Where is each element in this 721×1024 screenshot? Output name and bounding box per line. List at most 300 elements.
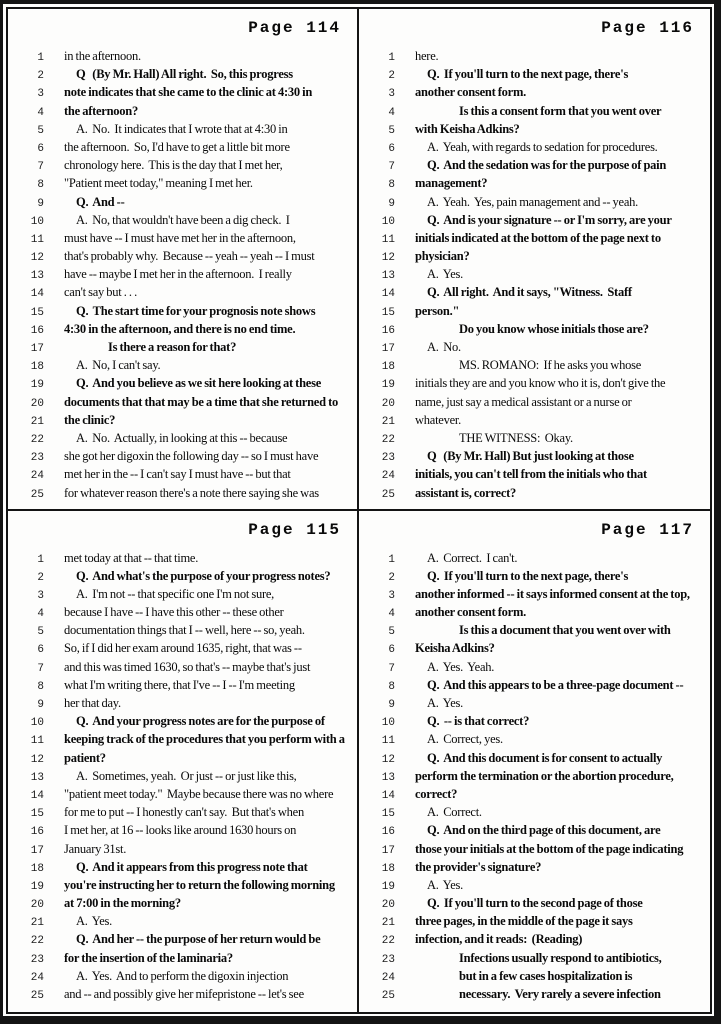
line-text: documentation things that I -- well, here -- so, yeah. (64, 623, 305, 638)
line-text: Q. And you believe as we sit here looking at these (76, 376, 322, 391)
transcript-line (16, 83, 351, 101)
transcript-line (16, 785, 351, 803)
line-number: 6 (37, 644, 44, 657)
transcript-line (367, 484, 704, 502)
transcript-line (16, 138, 351, 156)
transcript-line (16, 229, 351, 247)
line-text: note indicates that she came to the clinic at 4:30 in (64, 85, 313, 100)
line-text: Q. And her -- the purpose of her return would be (76, 932, 321, 947)
line-number: 16 (381, 826, 395, 839)
line-text: 4:30 in the afternoon, and there is no end time. (64, 321, 296, 336)
transcript-line (367, 102, 704, 120)
line-text: A. Yes. (427, 267, 464, 282)
line-list (367, 47, 704, 502)
transcript-line (367, 283, 704, 301)
line-number: 21 (381, 917, 395, 930)
line-number: 11 (381, 233, 395, 246)
line-text: Q. The start time for your prognosis note shows (76, 303, 316, 318)
line-text: documents that that may be a time that she returned to (64, 394, 338, 409)
line-number: 14 (30, 288, 44, 301)
line-number: 7 (388, 662, 395, 675)
transcript-line (367, 712, 704, 730)
transcript-page (8, 511, 359, 1013)
line-text: for the insertion of the laminaria? (64, 950, 233, 965)
line-number: 23 (381, 452, 395, 465)
line-text: chronology here. This is the day that I met her, (64, 158, 283, 173)
line-text: the afternoon? (64, 103, 139, 118)
line-number: 17 (381, 343, 395, 355)
line-number: 20 (30, 397, 44, 410)
line-text: "Patient meet today," meaning I met her. (64, 176, 253, 191)
line-text: A. Yeah, with regards to sedation for procedures. (427, 139, 658, 154)
transcript-line (367, 411, 704, 429)
line-text: initials they are and you know who it is, don't give the (415, 376, 666, 391)
line-text: Q. And this document is for consent to actually (427, 750, 663, 765)
line-number: 12 (381, 252, 395, 265)
line-text: and -- and possibly give her mifepristone -- let's see (64, 987, 304, 1001)
line-number: 18 (381, 862, 395, 875)
line-text: the afternoon. So, I'd have to get a little bit more (64, 139, 290, 154)
transcript-line (16, 429, 351, 447)
line-text: must have -- I must have met her in the afternoon, (64, 230, 296, 245)
line-number: 24 (381, 470, 395, 483)
line-text: A. No. (427, 340, 461, 354)
line-text: those your initials at the bottom of the page indicating (415, 841, 684, 856)
transcript-line (16, 858, 351, 876)
transcript-line (16, 338, 351, 356)
line-number: 21 (381, 415, 395, 428)
transcript-line (16, 967, 351, 985)
line-number: 19 (30, 880, 44, 893)
transcript-line (367, 894, 704, 912)
line-number: 9 (388, 197, 395, 210)
transcript-line (367, 229, 704, 247)
line-number: 13 (30, 270, 44, 283)
transcript-line (16, 894, 351, 912)
line-number: 8 (37, 680, 44, 693)
line-text: Keisha Adkins? (415, 641, 495, 656)
transcript-line (367, 967, 704, 985)
transcript-line (367, 174, 704, 192)
line-text: January 31st. (64, 841, 127, 856)
line-number: 13 (30, 771, 44, 784)
line-text: Q. And the sedation was for the purpose of pain (427, 158, 667, 173)
line-number: 16 (30, 324, 44, 337)
line-number: 22 (30, 433, 44, 446)
line-number: 14 (30, 789, 44, 802)
transcript-line (16, 567, 351, 585)
line-number: 7 (37, 662, 44, 675)
transcript-line (367, 465, 704, 483)
line-text: A. No, I can't say. (76, 358, 161, 373)
line-text: met her in the -- I can't say I must have -- but that (64, 467, 291, 482)
line-number: 9 (388, 699, 395, 711)
transcript-line (16, 730, 351, 748)
line-text: another consent form. (415, 85, 527, 100)
transcript-line (367, 949, 704, 967)
line-text: here. (415, 49, 439, 63)
line-text: Do you know whose initials those are? (459, 321, 649, 336)
transcript-page (359, 511, 710, 1013)
page-title: Page 115 (248, 520, 341, 539)
line-number: 12 (30, 252, 44, 265)
line-text: A. No. Actually, in looking at this -- because (76, 430, 288, 445)
line-text: three pages, in the middle of the page it says (415, 914, 633, 929)
transcript-page (8, 9, 359, 511)
transcript-line (367, 803, 704, 821)
line-number: 1 (388, 52, 395, 64)
line-number: 11 (30, 233, 44, 246)
line-number: 12 (30, 753, 44, 766)
line-number: 23 (30, 953, 44, 966)
line-number: 21 (30, 415, 44, 428)
line-number: 18 (30, 361, 44, 374)
line-list (16, 47, 351, 502)
line-number: 5 (37, 124, 44, 137)
line-number: 3 (388, 589, 395, 602)
line-text: "patient meet today." Maybe because there was no where (64, 786, 334, 801)
transcript-line (16, 767, 351, 785)
line-number: 5 (388, 626, 395, 639)
line-text: you're instructing her to return the following morning (64, 877, 335, 892)
transcript-line (16, 876, 351, 894)
transcript-line (367, 393, 704, 411)
transcript-line (367, 447, 704, 465)
transcript-page (359, 9, 710, 511)
line-number: 19 (381, 379, 395, 392)
transcript-line (367, 621, 704, 639)
line-number: 15 (30, 306, 44, 319)
transcript-line (16, 549, 351, 567)
transcript-line (367, 876, 704, 894)
line-number: 19 (381, 880, 395, 893)
line-number: 1 (37, 52, 44, 64)
transcript-line (367, 985, 704, 1003)
transcript-line (367, 749, 704, 767)
line-number: 3 (388, 88, 395, 101)
line-number: 24 (30, 971, 44, 984)
transcript-line (16, 912, 351, 930)
transcript-line (367, 193, 704, 211)
transcript-line (367, 585, 704, 603)
line-number: 17 (381, 844, 395, 857)
line-text: A. Sometimes, yeah. Or just -- or just like this, (76, 768, 297, 783)
transcript-line (16, 174, 351, 192)
transcript-line (16, 193, 351, 211)
line-number: 15 (30, 808, 44, 821)
transcript-line (16, 621, 351, 639)
line-text: that's probably why. Because -- yeah -- yeah -- I must (64, 249, 315, 264)
line-text: initials, you can't tell from the initials who that (415, 467, 647, 482)
line-number: 13 (381, 771, 395, 784)
line-text: can't say but . . . (64, 285, 137, 300)
transcript-line (16, 658, 351, 676)
transcript-line (16, 985, 351, 1003)
line-number: 4 (37, 106, 44, 119)
line-text: management? (415, 176, 488, 191)
transcript-line (367, 211, 704, 229)
line-number: 1 (37, 553, 44, 566)
line-number: 13 (381, 270, 395, 283)
line-text: Q. And this appears to be a three-page document -- (427, 677, 684, 692)
line-text: and this was timed 1630, so that's -- maybe that's just (64, 659, 311, 674)
line-text: A. Yes. (76, 914, 113, 929)
line-text: what I'm writing there, that I've -- I -- I'm meeting (64, 677, 295, 692)
transcript-line (367, 374, 704, 392)
line-text: A. Correct. (427, 805, 482, 820)
transcript-line (16, 393, 351, 411)
line-number: 18 (381, 361, 395, 374)
line-number: 11 (30, 735, 44, 748)
transcript-line (16, 47, 351, 65)
transcript-line (367, 858, 704, 876)
line-text: Q. And -- (76, 194, 125, 209)
line-number: 1 (388, 553, 395, 566)
line-text: A. Yes. Yeah. (427, 659, 495, 674)
line-text: patient? (64, 750, 106, 765)
transcript-line (367, 821, 704, 839)
line-text: Q. If you'll turn to the second page of those (427, 896, 643, 911)
page-title: Page 114 (248, 19, 341, 37)
line-text: have -- maybe I met her in the afternoon. I really (64, 267, 292, 282)
line-text: A. No. It indicates that I wrote that at 4:30 in (76, 121, 288, 136)
line-number: 22 (381, 433, 395, 446)
transcript-line (16, 694, 351, 712)
transcript-line (367, 730, 704, 748)
line-number: 23 (30, 452, 44, 465)
transcript-line (367, 83, 704, 101)
line-text: Q. If you'll turn to the next page, there's (427, 67, 629, 82)
line-number: 2 (388, 70, 395, 83)
transcript-line (16, 411, 351, 429)
line-number: 10 (30, 717, 44, 730)
line-text: A. No, that wouldn't have been a dig check. I (76, 212, 290, 227)
page-header (16, 518, 351, 544)
line-number: 24 (30, 470, 44, 483)
line-text: but in a few cases hospitalization is (459, 968, 633, 983)
line-number: 24 (381, 971, 395, 984)
transcript-line (16, 211, 351, 229)
line-text: MS. ROMANO: If he asks you whose (459, 358, 641, 373)
line-number: 6 (388, 142, 395, 155)
transcript-line (367, 138, 704, 156)
line-number: 25 (381, 488, 395, 501)
line-text: THE WITNESS: Okay. (459, 430, 573, 445)
line-number: 10 (381, 717, 395, 730)
transcript-line (16, 283, 351, 301)
line-number: 3 (37, 88, 44, 101)
line-number: 20 (30, 899, 44, 912)
transcript-line (16, 356, 351, 374)
transcript-line (16, 930, 351, 948)
line-number: 17 (30, 343, 44, 355)
line-number: 25 (381, 990, 395, 1002)
transcript-line (16, 949, 351, 967)
transcript-line (16, 639, 351, 657)
line-text: another informed -- it says informed consent at the top, (415, 586, 690, 601)
line-number: 18 (30, 862, 44, 875)
transcript-line (16, 447, 351, 465)
transcript-line (16, 265, 351, 283)
line-text: at 7:00 in the morning? (64, 896, 181, 911)
transcript-line (16, 585, 351, 603)
transcript-line (367, 930, 704, 948)
transcript-line (367, 639, 704, 657)
line-number: 10 (30, 215, 44, 228)
line-number: 4 (388, 608, 395, 621)
line-text: I met her, at 16 -- looks like around 1630 hours on (64, 823, 297, 838)
line-text: another consent form. (415, 605, 527, 620)
page-header (367, 518, 704, 544)
transcript-line (16, 120, 351, 138)
transcript-line (367, 694, 704, 712)
line-number: 8 (388, 680, 395, 693)
line-text: A. Yes. And to perform the digoxin injection (76, 968, 289, 983)
line-number: 4 (37, 608, 44, 621)
line-number: 16 (30, 826, 44, 839)
line-text: the clinic? (64, 412, 116, 427)
line-text: whatever. (415, 412, 461, 427)
line-number: 7 (388, 161, 395, 174)
line-text: for whatever reason there's a note there saying she was (64, 485, 319, 500)
line-number: 15 (381, 306, 395, 319)
line-number: 19 (30, 379, 44, 392)
transcript-line (367, 549, 704, 567)
line-text: A. Correct, yes. (427, 732, 503, 747)
line-text: met today at that -- that time. (64, 550, 199, 565)
transcript-line (367, 767, 704, 785)
transcript-line (16, 676, 351, 694)
line-text: with Keisha Adkins? (415, 121, 520, 136)
transcript-line (16, 603, 351, 621)
line-text: the provider's signature? (415, 859, 542, 874)
line-text: initials indicated at the bottom of the page next to (415, 230, 661, 245)
line-text: Q. -- is that correct? (427, 714, 530, 729)
line-text: Q. And on the third page of this document, are (427, 823, 661, 838)
transcript-line (16, 156, 351, 174)
line-number: 3 (37, 589, 44, 602)
line-text: assistant is, correct? (415, 485, 517, 500)
line-number: 11 (381, 735, 395, 748)
line-text: physician? (415, 249, 470, 264)
transcript-line (367, 302, 704, 320)
line-text: person." (415, 303, 460, 318)
line-number: 25 (30, 488, 44, 501)
transcript-line (367, 567, 704, 585)
transcript-line (16, 247, 351, 265)
line-text: A. Yes. (427, 877, 464, 892)
line-number: 7 (37, 161, 44, 174)
line-text: correct? (415, 786, 458, 801)
transcript-line (16, 749, 351, 767)
line-text: for me to put -- I honestly can't say. But that's when (64, 805, 304, 820)
line-number: 8 (37, 179, 44, 192)
line-list (16, 549, 351, 1004)
line-text: Q. And what's the purpose of your progress notes? (76, 568, 331, 583)
line-number: 22 (381, 935, 395, 948)
line-text: in the afternoon. (64, 49, 141, 63)
transcript-line (367, 840, 704, 858)
transcript-line (367, 65, 704, 83)
transcript-line (367, 658, 704, 676)
transcript-line (16, 840, 351, 858)
line-text: So, if I did her exam around 1635, right, that was -- (64, 641, 302, 656)
page-header (16, 16, 351, 42)
line-text: Q. And is your signature -- or I'm sorry, are your (427, 212, 672, 227)
transcript-line (367, 603, 704, 621)
transcript-line (367, 120, 704, 138)
line-number: 2 (37, 571, 44, 584)
line-number: 9 (37, 699, 44, 711)
line-number: 22 (30, 935, 44, 948)
line-text: she got her digoxin the following day -- so I must have (64, 449, 319, 464)
line-list (367, 549, 704, 1004)
line-text: necessary. Very rarely a severe infection (459, 987, 661, 1001)
transcript-line (367, 156, 704, 174)
line-text: Q (By Mr. Hall) But just looking at those (427, 449, 634, 464)
line-number: 14 (381, 288, 395, 301)
line-number: 2 (388, 571, 395, 584)
line-number: 25 (30, 990, 44, 1002)
line-number: 21 (30, 917, 44, 930)
line-text: A. Yeah. Yes, pain management and -- yeah. (427, 194, 638, 209)
transcript-line (367, 429, 704, 447)
line-number: 6 (388, 644, 395, 657)
line-number: 23 (381, 953, 395, 966)
transcript-line (367, 912, 704, 930)
line-text: A. I'm not -- that specific one I'm not sure, (76, 586, 275, 601)
transcript-line (367, 338, 704, 356)
line-text: Q. And your progress notes are for the purpose of (76, 714, 325, 729)
line-text: keeping track of the procedures that you perform with a (64, 732, 345, 747)
line-number: 4 (388, 106, 395, 119)
page-title: Page 117 (601, 520, 694, 539)
page-header (367, 16, 704, 42)
transcript-line (16, 102, 351, 120)
transcript-line (367, 676, 704, 694)
line-number: 20 (381, 899, 395, 912)
transcript-line (16, 65, 351, 83)
page-title: Page 116 (601, 19, 694, 37)
line-number: 16 (381, 324, 395, 337)
line-number: 5 (388, 124, 395, 137)
line-text: infection, and it reads: (Reading) (415, 932, 583, 947)
line-number: 8 (388, 179, 395, 192)
line-text: A. Yes. (427, 696, 464, 710)
line-number: 9 (37, 197, 44, 210)
line-text: Is this a consent form that you went over (459, 103, 662, 118)
transcript-line (367, 47, 704, 65)
line-number: 5 (37, 626, 44, 639)
line-text: Is this a document that you went over with (459, 623, 671, 638)
line-text: because I have -- I have this other -- these other (64, 605, 284, 620)
transcript-line (367, 356, 704, 374)
line-text: her that day. (64, 696, 121, 710)
transcript-line (367, 265, 704, 283)
transcript-line (16, 803, 351, 821)
line-number: 12 (381, 753, 395, 766)
line-number: 14 (381, 789, 395, 802)
transcript-line (16, 465, 351, 483)
line-text: Q (By Mr. Hall) All right. So, this progress (76, 67, 293, 82)
line-number: 10 (381, 215, 395, 228)
line-number: 20 (381, 397, 395, 410)
line-number: 2 (37, 70, 44, 83)
transcript-grid (6, 7, 712, 1014)
line-number: 17 (30, 844, 44, 857)
transcript-line (16, 712, 351, 730)
transcript-line (16, 821, 351, 839)
